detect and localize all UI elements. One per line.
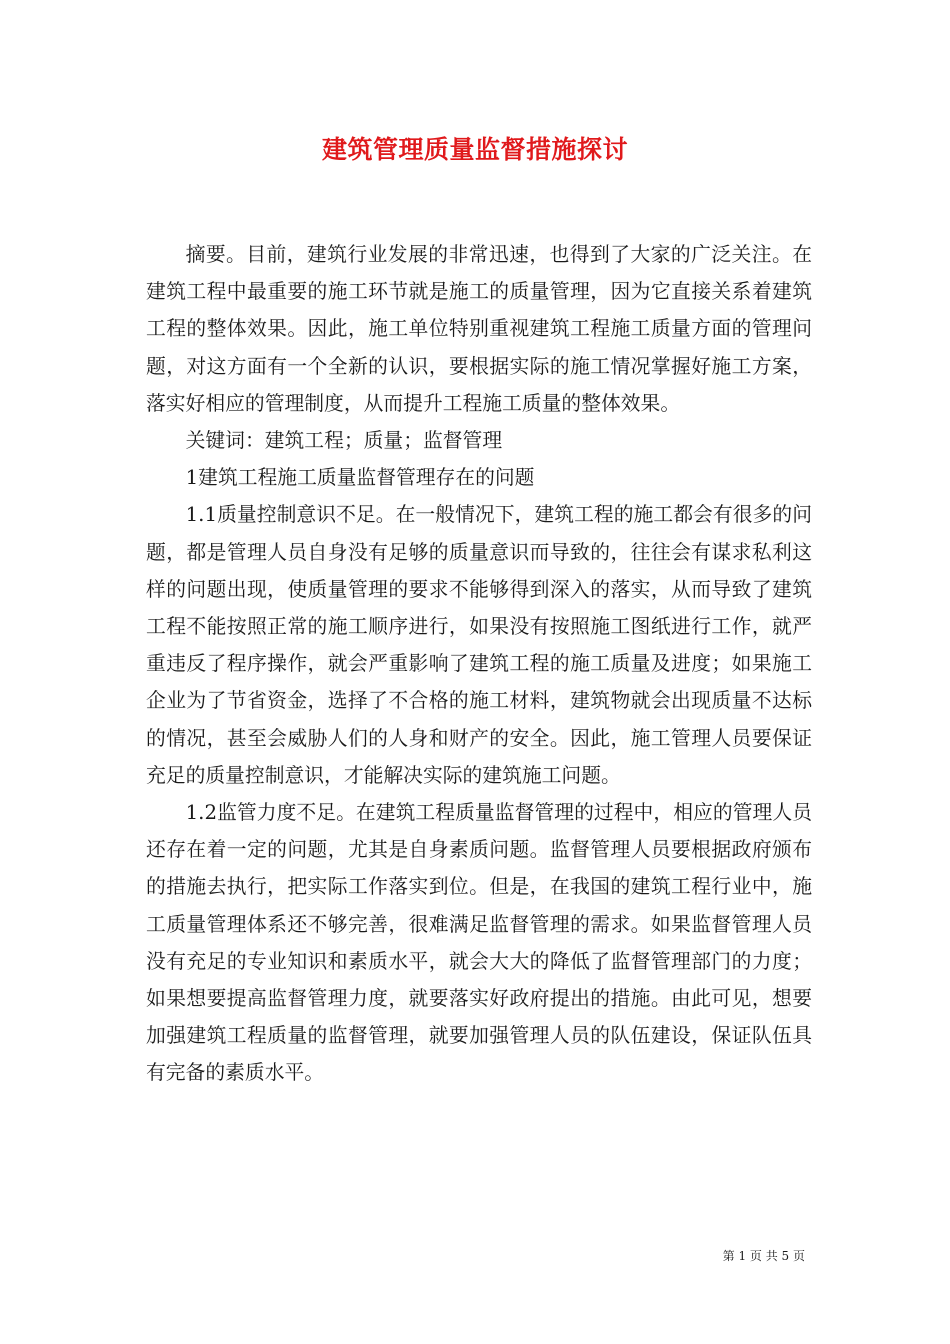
- page-number: 第 1 页 共 5 页: [722, 1249, 805, 1263]
- keywords-paragraph: 关键词：建筑工程；质量；监督管理: [185, 429, 503, 453]
- subsection-paragraph: 1.2监管力度不足。在建筑工程质量监督管理的过程中，相应的管理人员还存在着一定的问题，尤其是自身素质问题。监督管理人员要根据政府颁布的措施去执行，把实际工作落实到位。但是，在我国的建筑工程行业中，施工质量管理体系还不够完善，很难满足监督管理的需求。如果监督管理人员没有充足的专业知识和素质水平，就会大大的降低了监督管理部门的力度；如果想要提高监督管理力度，就要落实好政府提出的措施。由此可见，想要加强建筑工程质量的监督管理，就要加强管理人员的队伍建设，保证队伍具有完备的素质水平。: [146, 801, 812, 1085]
- subsection-paragraph: 1.1质量控制意识不足。在一般情况下，建筑工程的施工都会有很多的问题，都是管理人员自身没有足够的质量意识而导致的，往往会有谋求私利这样的问题出现，使质量管理的要求不能够得到深入的落实，从而导致了建筑工程不能按照正常的施工顺序进行，如果没有按照施工图纸进行工作，就严重违反了程序操作，就会严重影响了建筑工程的施工质量及进度；如果施工企业为了节省资金，选择了不合格的施工材料，建筑物就会出现质量不达标的情况，甚至会威胁人们的人身和财产的安全。因此，施工管理人员要保证充足的质量控制意识，才能解决实际的建筑施工问题。: [146, 503, 812, 787]
- document-title: 建筑管理质量监督措施探讨: [321, 135, 628, 164]
- document-body: [146, 236, 812, 1092]
- section-heading: 1建筑工程施工质量监督管理存在的问题: [185, 466, 535, 490]
- abstract-paragraph: 摘要。目前，建筑行业发展的非常迅速，也得到了大家的广泛关注。在建筑工程中最重要的施工环节就是施工的质量管理，因为它直接关系着建筑工程的整体效果。因此，施工单位特别重视建筑工程施工质量方面的管理问题，对这方面有一个全新的认识，要根据实际的施工情况掌握好施工方案，落实好相应的管理制度，从而提升工程施工质量的整体效果。: [146, 243, 812, 415]
